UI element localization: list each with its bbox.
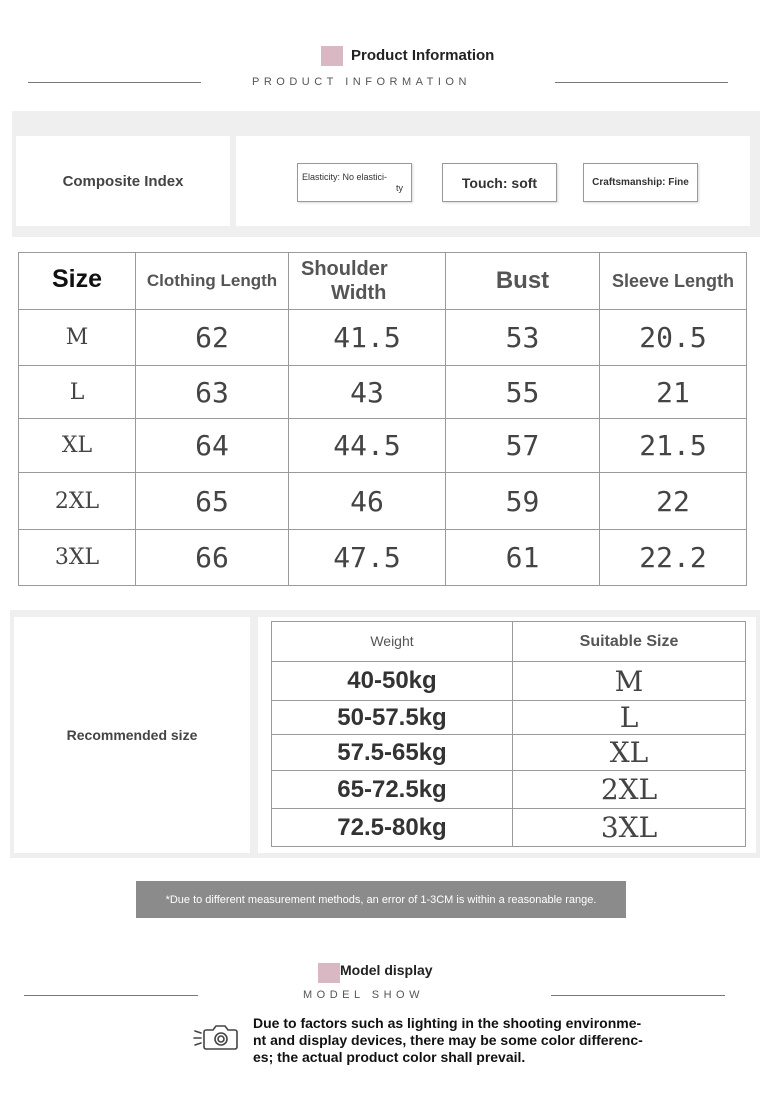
bust-value: 61	[446, 530, 600, 586]
table-row	[272, 701, 746, 735]
clothing-length-value: 63	[136, 366, 289, 419]
bust-value: 57	[446, 419, 600, 473]
table-row	[272, 662, 746, 701]
header-bust: Bust	[446, 253, 600, 310]
table-row	[19, 310, 747, 366]
table-row	[19, 419, 747, 473]
clothing-length-value: 64	[136, 419, 289, 473]
section-marker	[321, 46, 343, 66]
shoulder-width-value: 43	[289, 366, 446, 419]
composite-label: Composite Index	[62, 172, 184, 190]
touch-tag	[442, 163, 557, 202]
size-table	[18, 252, 747, 586]
suitable-size-value: M	[513, 662, 746, 701]
disclaimer-line: es; the actual product color shall prevail.	[253, 1049, 526, 1065]
size-value: 2XL	[19, 473, 136, 530]
clothing-length-value: 66	[136, 530, 289, 586]
header-size: Size	[19, 253, 136, 310]
size-value: L	[19, 366, 136, 419]
table-row	[19, 366, 747, 419]
craftsmanship-tag	[583, 163, 698, 202]
size-value: 3XL	[19, 530, 136, 586]
divider-left	[24, 995, 198, 996]
weight-value: 65-72.5kg	[272, 771, 513, 809]
weight-value: 40-50kg	[272, 662, 513, 701]
size-value: M	[19, 310, 136, 366]
clothing-length-value: 62	[136, 310, 289, 366]
sleeve-length-value: 22	[600, 473, 747, 530]
table-row	[19, 473, 747, 530]
suitable-size-value: 3XL	[513, 809, 746, 847]
header-weight: Weight	[272, 622, 513, 662]
sleeve-length-value: 22.2	[600, 530, 747, 586]
recommended-label: Recommended size	[66, 727, 198, 743]
recommended-table	[271, 621, 746, 847]
table-row	[19, 530, 747, 586]
section-subtitle: PRODUCT INFORMATION	[252, 76, 471, 88]
table-row	[272, 771, 746, 809]
divider-left	[28, 82, 201, 83]
composite-label-box	[16, 136, 230, 226]
section-title: Product Information	[351, 47, 495, 64]
shoulder-width-value: 44.5	[289, 419, 446, 473]
section-marker	[318, 963, 340, 983]
header-sleeve-length: Sleeve Length	[600, 253, 747, 310]
bust-value: 55	[446, 366, 600, 419]
weight-value: 50-57.5kg	[272, 701, 513, 735]
section-subtitle: MODEL SHOW	[303, 989, 424, 1001]
header-suitable-size: Suitable Size	[513, 622, 746, 662]
size-table-header	[19, 253, 747, 310]
suitable-size-value: XL	[513, 735, 746, 771]
camera-icon	[192, 1022, 248, 1052]
elasticity-tag	[297, 163, 412, 202]
bust-value: 59	[446, 473, 600, 530]
divider-right	[551, 995, 725, 996]
sleeve-length-value: 20.5	[600, 310, 747, 366]
measurement-note-text: *Due to different measurement methods, an error of 1-3CM is within a reasonable range.	[165, 893, 597, 906]
recommended-header	[272, 622, 746, 662]
touch-tag-text: Touch: soft	[461, 174, 538, 191]
measurement-note	[136, 881, 626, 918]
weight-value: 72.5-80kg	[272, 809, 513, 847]
weight-value: 57.5-65kg	[272, 735, 513, 771]
elasticity-tag-line2: ty	[395, 182, 403, 193]
suitable-size-value: L	[513, 701, 746, 735]
shoulder-width-value: 46	[289, 473, 446, 530]
shoulder-width-value: 47.5	[289, 530, 446, 586]
size-value: XL	[19, 419, 136, 473]
elasticity-tag-line1: Elasticity: No elastici-	[302, 171, 388, 182]
divider-right	[555, 82, 728, 83]
color-disclaimer	[253, 1015, 673, 1066]
header-clothing-length: Clothing Length	[136, 253, 289, 310]
disclaimer-line: Due to factors such as lighting in the shooting environme-	[253, 1015, 642, 1031]
section-title: Model display	[340, 962, 433, 978]
table-row	[272, 735, 746, 771]
clothing-length-value: 65	[136, 473, 289, 530]
recommended-label-box	[14, 617, 250, 853]
table-row	[272, 809, 746, 847]
shoulder-width-value: 41.5	[289, 310, 446, 366]
disclaimer-line: nt and display devices, there may be some color differenc-	[253, 1032, 643, 1048]
craftsmanship-tag-text: Craftsmanship: Fine	[592, 177, 689, 188]
suitable-size-value: 2XL	[513, 771, 746, 809]
sleeve-length-value: 21	[600, 366, 747, 419]
bust-value: 53	[446, 310, 600, 366]
header-shoulder-width: Shoulder Width	[289, 253, 446, 310]
sleeve-length-value: 21.5	[600, 419, 747, 473]
